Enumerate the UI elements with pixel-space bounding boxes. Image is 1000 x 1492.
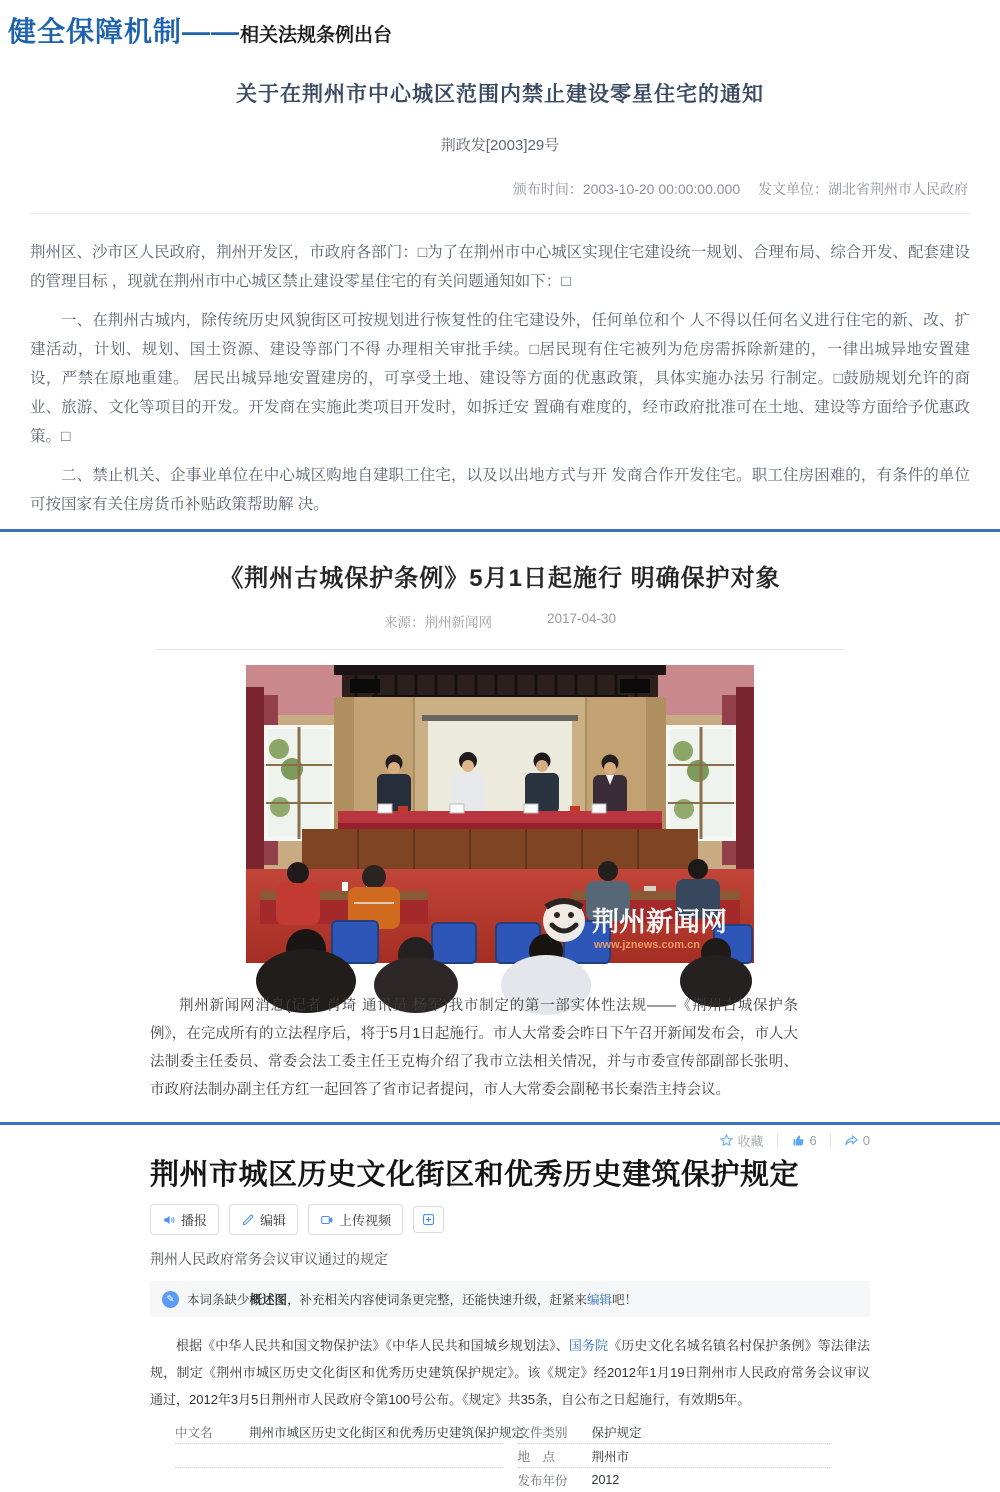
news-source: 来源：荆州新闻网	[383, 615, 492, 630]
news-title: 《荆州古城保护条例》5月1日起施行 明确保护对象	[219, 565, 781, 592]
publish-time: 颁布时间：2003-10-20 00:00:00.000	[512, 181, 741, 197]
baike-infobox	[175, 1420, 830, 1492]
header-title-blue: 健全保障机制——	[8, 16, 241, 47]
share-icon	[844, 1133, 859, 1148]
thumbs-up-icon	[791, 1133, 806, 1148]
edit-button[interactable]: 编辑	[229, 1204, 298, 1235]
notice-paragraph-2: 一、在荆州古城内，除传统历史风貌街区可按规划进行恢复性的住宅建设外，任何单位和个 人不得以任何名义进行住宅的新、改、扩建活动，计划、规划、国土资源、建设等部门不得 办理相关审批手续。□居民现有住宅被列为危房需拆除新建的，一律出城异地安置建设，严禁在原地重建。 居民出城异地安置建房的，可享受土地、建设等方面的优惠政策，具体实施办法另 行制定。□鼓励规划允许的商业、旅游、文化等项目的开发。开发商在实施此类项目开发时，如拆迁安 置确有难度的，经市政府批准可在土地、建设等方面给予优惠政策。□	[30, 312, 970, 445]
action-separator	[830, 1134, 831, 1147]
baike-paragraph: 根据《中华人民共和国文物保护法》《中华人民共和国城乡规划法》、国务院《历史文化名城名镇名村保护条例》等法律法规，制定《荆州市城区历史文化街区和优秀历史建筑保护规定》。该《规定》经2012年1月19日荆州市人民政府常务会议审议通过，2012年3月5日荆州市人民政府令第100号公布。《规定》共35条，自公布之日起施行，有效期5年。	[150, 1338, 870, 1407]
share-button[interactable]	[844, 1133, 870, 1148]
meta-divider	[30, 213, 970, 214]
window-left	[266, 727, 332, 839]
notice-meta	[30, 179, 970, 199]
like-button[interactable]	[791, 1133, 817, 1148]
news-photo-container	[155, 649, 845, 968]
share-count: 0	[862, 1133, 870, 1148]
state-council-link[interactable]: 国务院	[568, 1338, 609, 1353]
infobox-row-publish-year: 发布年份 2012	[517, 1473, 620, 1488]
infobox-row-location: 地 点 荆州市	[518, 1444, 831, 1468]
notice-section	[0, 78, 1000, 519]
section-divider-1	[0, 529, 1000, 532]
notice-doc-number: 荆政发[2003]29号	[440, 137, 560, 154]
notice-edit-link[interactable]: 编辑	[587, 1293, 613, 1307]
notice-paragraph-1: 荆州区、沙市区人民政府，荆州开发区，市政府各部门：□为了在荆州市中心城区实现住宅建设统一规划、合理布局、综合开发、配套建设的管理目标 ，现就在荆州市中心城区禁止建设零星住宅的有关问题通知如下：□	[30, 244, 970, 290]
infobox-row-empty	[175, 1444, 503, 1468]
baike-toolbar	[150, 1204, 870, 1235]
baike-section	[0, 1131, 1000, 1492]
plus-square-icon	[421, 1212, 436, 1227]
pencil-icon	[241, 1213, 255, 1227]
speaker-icon	[162, 1213, 176, 1227]
upload-video-button[interactable]: 上传视频	[308, 1204, 403, 1235]
header-title-black: 相关法规条例出台	[240, 25, 393, 46]
video-camera-icon	[320, 1213, 334, 1227]
action-separator	[777, 1134, 778, 1147]
baike-title: 荆州市城区历史文化街区和优秀历史建筑保护规定	[150, 1159, 800, 1191]
star-icon	[719, 1133, 734, 1148]
edit-badge-icon: ✎	[162, 1291, 179, 1308]
news-date: 2017-04-30	[546, 611, 617, 626]
page-header	[0, 0, 1000, 50]
baike-actions	[150, 1131, 870, 1150]
press-conference-photo	[246, 665, 754, 963]
notice-text: 本词条缺少概述图，补充相关内容使词条更完整，还能快速升级，赶紧来编辑吧！	[187, 1293, 638, 1307]
section-divider-2	[0, 1122, 1000, 1125]
infobox-row-file-type: 文件类别 保护规定	[518, 1420, 831, 1444]
watermark-url: www.jznews.com.cn	[594, 939, 700, 951]
issuer: 发文单位：湖北省荆州市人民政府	[758, 181, 968, 197]
infobox-row-chinese-name: 中文名 荆州市城区历史文化街区和优秀历史建筑保护规定	[175, 1420, 503, 1444]
news-paragraph: 荆州新闻网消息(记者 肖琦 通讯员 杨军)我市制定的第一部实体性法规——《荆州古城保护条例》，在完成所有的立法程序后，将于5月1日起施行。市人大常委会昨日下午召开新闻发布会，市人大法制委主任委员、常委会法工委主任王克梅介绍了我市立法相关情况，并与市委宣传部副部长张明、市政府法制办副主任方红一起回答了省市记者提问，市人大常委会副秘书长秦浩主持会议。	[150, 998, 798, 1098]
notice-body	[30, 238, 970, 519]
infobox-row-empty	[175, 1468, 503, 1492]
infobox-right-column	[503, 1420, 831, 1492]
notice-title: 关于在荆州市中心城区范围内禁止建设零星住宅的通知	[236, 83, 764, 106]
baike-notice-bar	[150, 1281, 870, 1317]
like-count: 6	[809, 1133, 817, 1148]
news-meta	[0, 611, 1000, 631]
news-article-section	[0, 558, 1000, 1114]
notice-paragraph-3: 二、禁止机关、企事业单位在中心城区购地自建职工住宅，以及以出地方式与开 发商合作开发住宅。职工住房困难的，有条件的单位可按国家有关住房货币补贴政策帮助解 决。	[30, 467, 970, 513]
infobox-left-column	[175, 1420, 525, 1492]
baike-subtitle: 荆州人民政府常务会议审议通过的规定	[150, 1251, 388, 1267]
window-right	[668, 727, 734, 839]
watermark-name: 荆州新闻网	[592, 907, 727, 937]
add-button[interactable]	[413, 1206, 444, 1233]
broadcast-button[interactable]: 播报	[150, 1204, 219, 1235]
favorite-button[interactable]: 收藏	[719, 1131, 764, 1150]
